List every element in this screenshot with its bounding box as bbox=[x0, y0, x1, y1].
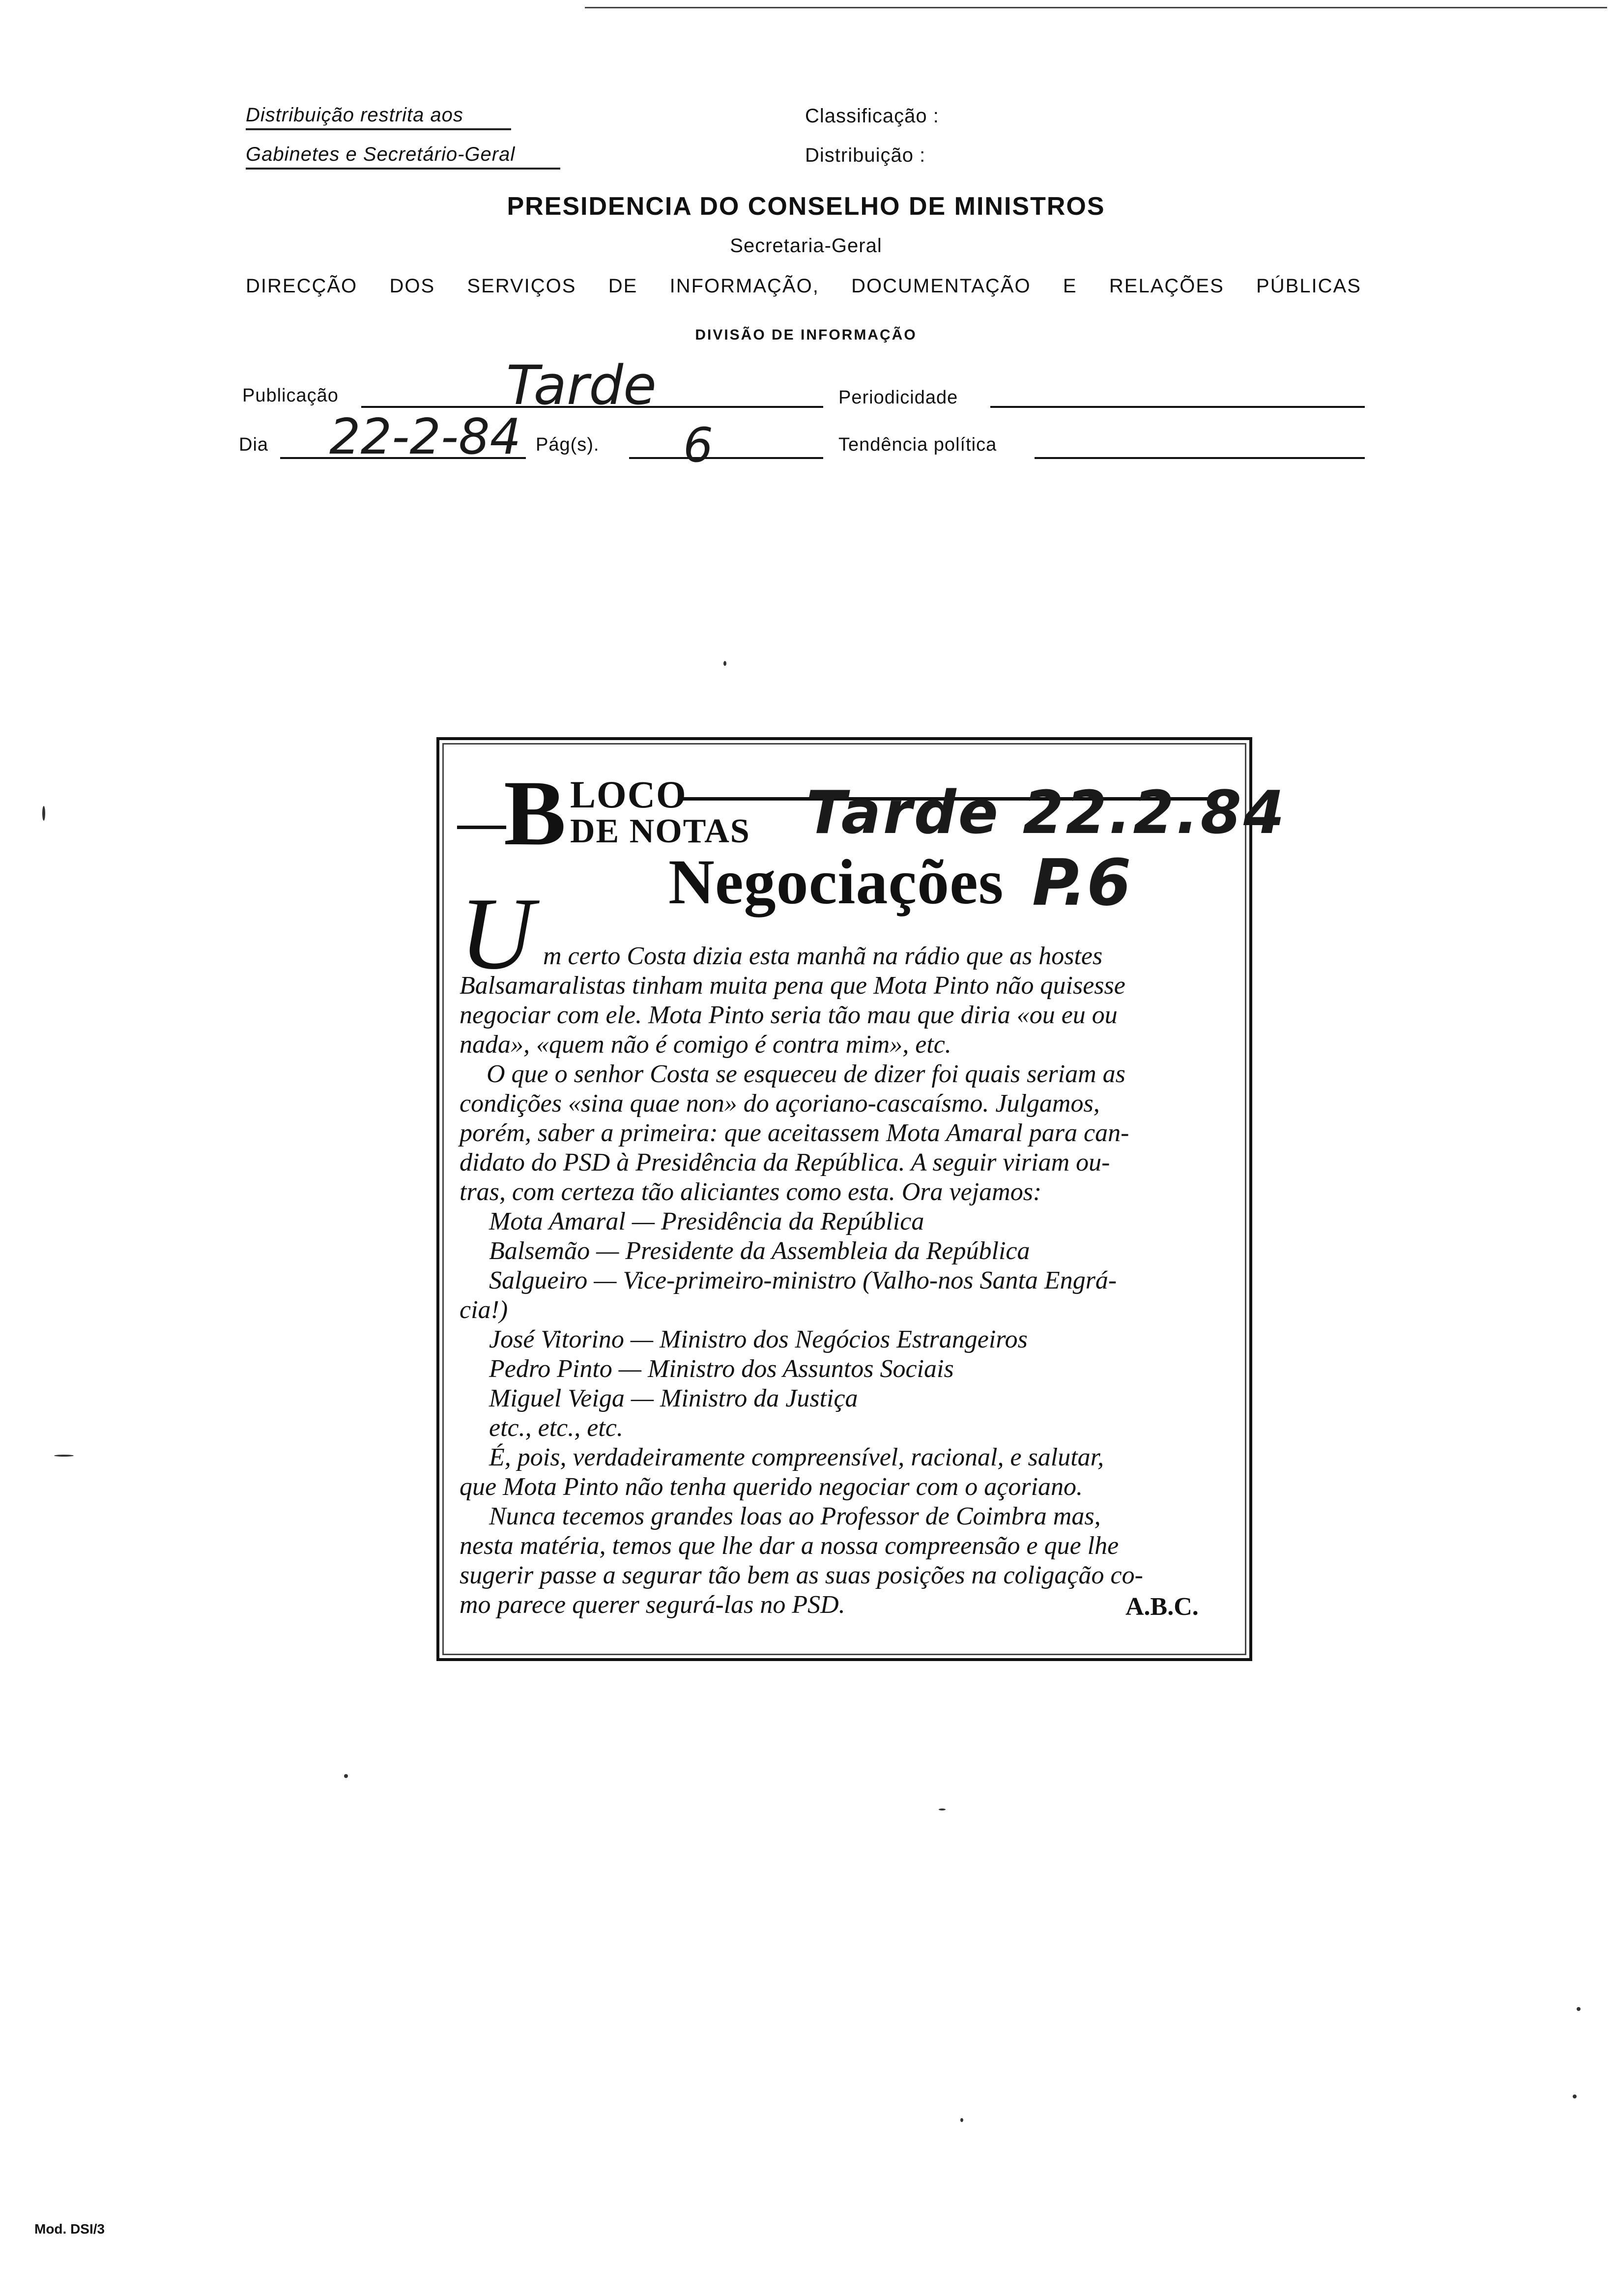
distribuicao-label: Distribuição : bbox=[805, 144, 926, 166]
article-line: Pedro Pinto — Ministro dos Assuntos Sociais bbox=[489, 1355, 954, 1383]
article-line: Miguel Veiga — Ministro da Justiça bbox=[489, 1384, 858, 1412]
article-line: mo parece querer segurá-las no PSD. bbox=[460, 1591, 845, 1619]
org-subtitle: Secretaria-Geral bbox=[730, 235, 882, 257]
article-headline: Negociações bbox=[668, 847, 1004, 918]
article-line: sugerir passe a segurar tão bem as suas posições na coligação co- bbox=[460, 1561, 1143, 1589]
column-initial: B bbox=[504, 762, 566, 865]
clipping-handwritten-note: Tarde 22.2.84 bbox=[806, 779, 1287, 847]
direction-word: DE bbox=[608, 275, 638, 297]
division-title: DIVISÃO DE INFORMAÇÃO bbox=[695, 327, 917, 343]
article-line: nada», «quem não é comigo é contra mim», etc. bbox=[460, 1031, 951, 1059]
direction-word: SERVIÇOS bbox=[467, 275, 576, 297]
scan-mark bbox=[723, 661, 726, 666]
direction-word: DOCUMENTAÇÃO bbox=[851, 275, 1031, 297]
article-line: O que o senhor Costa se esqueceu de dizer foi quais seriam as bbox=[487, 1060, 1125, 1088]
column-rule-left bbox=[457, 826, 506, 829]
article-line: didato do PSD à Presidência da República. A seguir viriam ou- bbox=[460, 1148, 1110, 1177]
tendencia-line bbox=[1035, 457, 1365, 459]
article-line: nesta matéria, temos que lhe dar a nossa compreensão e que lhe bbox=[460, 1532, 1119, 1560]
article-line: porém, saber a primeira: que aceitassem Mota Amaral para can- bbox=[460, 1119, 1129, 1147]
direction-word: E bbox=[1063, 275, 1077, 297]
dia-label: Dia bbox=[239, 434, 269, 455]
scan-mark bbox=[54, 1455, 74, 1457]
article-line: etc., etc., etc. bbox=[489, 1414, 623, 1442]
article-line: negociar com ele. Mota Pinto seria tão mau que diria «ou eu ou bbox=[460, 1001, 1118, 1029]
column-title-line2: DE NOTAS bbox=[570, 812, 750, 850]
article-line: m certo Costa dizia esta manhã na rádio que as hostes bbox=[543, 942, 1103, 970]
publicacao-label: Publicação bbox=[242, 385, 339, 406]
article-drop-cap: U bbox=[460, 877, 534, 991]
scan-mark bbox=[42, 806, 45, 821]
distribution-note-line1: Distribuição restrita aos bbox=[246, 104, 511, 130]
scan-edge-line bbox=[585, 7, 1607, 8]
article-line: Nunca tecemos grandes loas ao Professor de Coimbra mas, bbox=[489, 1502, 1101, 1530]
article-line: Balsamaralistas tinham muita pena que Mota Pinto não quisesse bbox=[460, 972, 1125, 1000]
scan-mark bbox=[344, 1774, 348, 1778]
article-line: Salgueiro — Vice-primeiro-ministro (Valho-nos Santa Engrá- bbox=[489, 1266, 1117, 1294]
tendencia-label: Tendência política bbox=[838, 434, 997, 455]
article-line: É, pois, verdadeiramente compreensível, racional, e salutar, bbox=[489, 1443, 1104, 1471]
scan-mark bbox=[1577, 2007, 1581, 2011]
periodicidade-label: Periodicidade bbox=[838, 387, 958, 408]
distribution-note-line2: Gabinetes e Secretário-Geral bbox=[246, 144, 560, 170]
scan-mark bbox=[1573, 2095, 1577, 2098]
article-line: José Vitorino — Ministro dos Negócios Estrangeiros bbox=[489, 1325, 1028, 1353]
headline-handwritten-page: P.6 bbox=[1032, 845, 1131, 920]
form-code: Mod. DSI/3 bbox=[34, 2221, 105, 2237]
article-line: tras, com certeza tão aliciantes como esta. Ora vejamos: bbox=[460, 1178, 1042, 1206]
pags-line bbox=[629, 457, 823, 459]
periodicidade-line bbox=[990, 406, 1365, 408]
direction-word: RELAÇÕES bbox=[1109, 275, 1224, 297]
direction-line bbox=[246, 275, 1361, 297]
publicacao-value: Tarde bbox=[506, 354, 657, 417]
article-line: condições «sina quae non» do açoriano-cascaísmo. Julgamos, bbox=[460, 1090, 1100, 1118]
pags-value: 6 bbox=[683, 418, 714, 473]
direction-word: DIRECÇÃO bbox=[246, 275, 358, 297]
direction-word: PÚBLICAS bbox=[1256, 275, 1361, 297]
pags-label: Pág(s). bbox=[536, 434, 600, 455]
scan-mark bbox=[960, 2118, 963, 2122]
article-line: que Mota Pinto não tenha querido negociar com o açoriano. bbox=[460, 1473, 1083, 1501]
article-signature: A.B.C. bbox=[1125, 1593, 1199, 1621]
scan-mark bbox=[939, 1808, 946, 1810]
article-line: Balsemão — Presidente da Assembleia da República bbox=[489, 1237, 1030, 1265]
article-line: cia!) bbox=[460, 1296, 508, 1324]
org-title: PRESIDENCIA DO CONSELHO DE MINISTROS bbox=[507, 192, 1105, 221]
dia-value: 22-2-84 bbox=[329, 408, 521, 465]
column-title-line1: LOCO bbox=[570, 773, 687, 816]
classificacao-label: Classificação : bbox=[805, 105, 939, 127]
direction-word: DOS bbox=[389, 275, 435, 297]
direction-word: INFORMAÇÃO, bbox=[669, 275, 819, 297]
article-line: Mota Amaral — Presidência da República bbox=[489, 1207, 924, 1235]
